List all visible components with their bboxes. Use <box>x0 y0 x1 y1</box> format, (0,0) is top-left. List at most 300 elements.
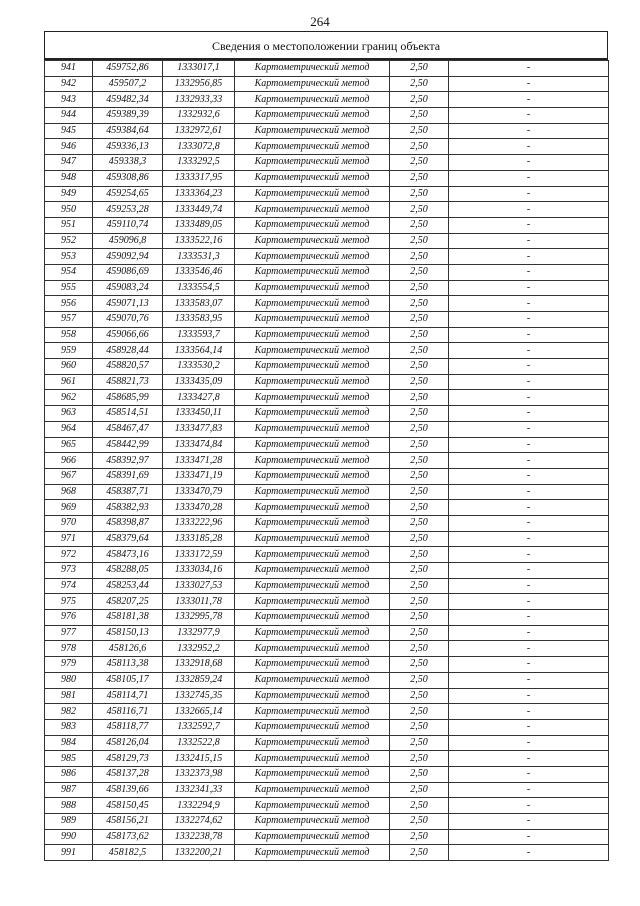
point-number-cell: 971 <box>45 531 93 547</box>
accuracy-cell: 2,50 <box>390 61 449 77</box>
table-row <box>45 625 609 641</box>
accuracy-cell: 2,50 <box>390 500 449 516</box>
point-number-cell: 985 <box>45 751 93 767</box>
point-number-cell: 984 <box>45 735 93 751</box>
table-row <box>45 782 609 798</box>
accuracy-cell: 2,50 <box>390 343 449 359</box>
x-coordinate-cell: 458685,99 <box>93 390 163 406</box>
point-number-cell: 991 <box>45 845 93 861</box>
x-coordinate-cell: 459096,8 <box>93 233 163 249</box>
table-row <box>45 92 609 108</box>
accuracy-cell: 2,50 <box>390 798 449 814</box>
x-coordinate-cell: 458391,69 <box>93 468 163 484</box>
y-coordinate-cell: 1333011,78 <box>163 594 235 610</box>
y-coordinate-cell: 1333470,79 <box>163 484 235 500</box>
y-coordinate-cell: 1332956,85 <box>163 76 235 92</box>
x-coordinate-cell: 459384,64 <box>93 123 163 139</box>
point-number-cell: 954 <box>45 264 93 280</box>
description-cell: - <box>449 719 609 735</box>
accuracy-cell: 2,50 <box>390 217 449 233</box>
method-cell: Картометрический метод <box>235 249 390 265</box>
table-body <box>45 61 609 861</box>
x-coordinate-cell: 459507,2 <box>93 76 163 92</box>
y-coordinate-cell: 1332918,68 <box>163 657 235 673</box>
table-row <box>45 139 609 155</box>
description-cell: - <box>449 657 609 673</box>
table-row <box>45 217 609 233</box>
table-row <box>45 327 609 343</box>
point-number-cell: 975 <box>45 594 93 610</box>
accuracy-cell: 2,50 <box>390 814 449 830</box>
description-cell: - <box>449 468 609 484</box>
y-coordinate-cell: 1333564,14 <box>163 343 235 359</box>
point-number-cell: 980 <box>45 672 93 688</box>
point-number-cell: 948 <box>45 170 93 186</box>
table-row <box>45 453 609 469</box>
y-coordinate-cell: 1333027,53 <box>163 578 235 594</box>
method-cell: Картометрический метод <box>235 594 390 610</box>
y-coordinate-cell: 1333583,07 <box>163 296 235 312</box>
x-coordinate-cell: 458288,05 <box>93 563 163 579</box>
accuracy-cell: 2,50 <box>390 390 449 406</box>
description-cell: - <box>449 343 609 359</box>
point-number-cell: 953 <box>45 249 93 265</box>
x-coordinate-cell: 459752,86 <box>93 61 163 77</box>
method-cell: Картометрический метод <box>235 202 390 218</box>
table-row <box>45 108 609 124</box>
table-row <box>45 249 609 265</box>
point-number-cell: 951 <box>45 217 93 233</box>
description-cell: - <box>449 610 609 626</box>
point-number-cell: 957 <box>45 312 93 328</box>
y-coordinate-cell: 1332522,8 <box>163 735 235 751</box>
description-cell: - <box>449 578 609 594</box>
x-coordinate-cell: 458114,71 <box>93 688 163 704</box>
accuracy-cell: 2,50 <box>390 374 449 390</box>
method-cell: Картометрический метод <box>235 186 390 202</box>
point-number-cell: 945 <box>45 123 93 139</box>
method-cell: Картометрический метод <box>235 108 390 124</box>
y-coordinate-cell: 1333522,16 <box>163 233 235 249</box>
accuracy-cell: 2,50 <box>390 594 449 610</box>
table-row <box>45 421 609 437</box>
page-number: 264 <box>310 14 330 29</box>
description-cell: - <box>449 829 609 845</box>
y-coordinate-cell: 1333554,5 <box>163 280 235 296</box>
point-number-cell: 955 <box>45 280 93 296</box>
x-coordinate-cell: 458473,16 <box>93 547 163 563</box>
point-number-cell: 959 <box>45 343 93 359</box>
method-cell: Картометрический метод <box>235 500 390 516</box>
method-cell: Картометрический метод <box>235 766 390 782</box>
method-cell: Картометрический метод <box>235 798 390 814</box>
y-coordinate-cell: 1332932,6 <box>163 108 235 124</box>
point-number-cell: 958 <box>45 327 93 343</box>
description-cell: - <box>449 453 609 469</box>
x-coordinate-cell: 459083,24 <box>93 280 163 296</box>
table-row <box>45 515 609 531</box>
accuracy-cell: 2,50 <box>390 751 449 767</box>
point-number-cell: 963 <box>45 406 93 422</box>
accuracy-cell: 2,50 <box>390 563 449 579</box>
y-coordinate-cell: 1333072,8 <box>163 139 235 155</box>
accuracy-cell: 2,50 <box>390 453 449 469</box>
point-number-cell: 982 <box>45 704 93 720</box>
description-cell: - <box>449 484 609 500</box>
point-number-cell: 944 <box>45 108 93 124</box>
point-number-cell: 952 <box>45 233 93 249</box>
y-coordinate-cell: 1332341,33 <box>163 782 235 798</box>
accuracy-cell: 2,50 <box>390 735 449 751</box>
accuracy-cell: 2,50 <box>390 123 449 139</box>
point-number-cell: 989 <box>45 814 93 830</box>
y-coordinate-cell: 1332294,9 <box>163 798 235 814</box>
x-coordinate-cell: 458118,77 <box>93 719 163 735</box>
y-coordinate-cell: 1332415,15 <box>163 751 235 767</box>
table-row <box>45 280 609 296</box>
point-number-cell: 961 <box>45 374 93 390</box>
accuracy-cell: 2,50 <box>390 845 449 861</box>
description-cell: - <box>449 766 609 782</box>
y-coordinate-cell: 1333477,83 <box>163 421 235 437</box>
method-cell: Картометрический метод <box>235 312 390 328</box>
table-row <box>45 688 609 704</box>
x-coordinate-cell: 458467,47 <box>93 421 163 437</box>
y-coordinate-cell: 1333364,23 <box>163 186 235 202</box>
point-number-cell: 960 <box>45 359 93 375</box>
accuracy-cell: 2,50 <box>390 406 449 422</box>
table-row <box>45 531 609 547</box>
method-cell: Картометрический метод <box>235 484 390 500</box>
accuracy-cell: 2,50 <box>390 264 449 280</box>
y-coordinate-cell: 1332665,14 <box>163 704 235 720</box>
accuracy-cell: 2,50 <box>390 704 449 720</box>
x-coordinate-cell: 458156,21 <box>93 814 163 830</box>
table-row <box>45 704 609 720</box>
table-row <box>45 264 609 280</box>
x-coordinate-cell: 459070,76 <box>93 312 163 328</box>
y-coordinate-cell: 1333489,05 <box>163 217 235 233</box>
method-cell: Картометрический метод <box>235 327 390 343</box>
point-number-cell: 970 <box>45 515 93 531</box>
y-coordinate-cell: 1333471,19 <box>163 468 235 484</box>
y-coordinate-cell: 1333471,28 <box>163 453 235 469</box>
method-cell: Картометрический метод <box>235 515 390 531</box>
accuracy-cell: 2,50 <box>390 92 449 108</box>
y-coordinate-cell: 1332274,62 <box>163 814 235 830</box>
y-coordinate-cell: 1333531,3 <box>163 249 235 265</box>
method-cell: Картометрический метод <box>235 453 390 469</box>
y-coordinate-cell: 1333449,74 <box>163 202 235 218</box>
x-coordinate-cell: 458207,25 <box>93 594 163 610</box>
x-coordinate-cell: 458398,87 <box>93 515 163 531</box>
table-row <box>45 359 609 375</box>
table-row <box>45 719 609 735</box>
boundary-document <box>44 31 608 861</box>
point-number-cell: 986 <box>45 766 93 782</box>
description-cell: - <box>449 390 609 406</box>
x-coordinate-cell: 459092,94 <box>93 249 163 265</box>
description-cell: - <box>449 217 609 233</box>
x-coordinate-cell: 459110,74 <box>93 217 163 233</box>
method-cell: Картометрический метод <box>235 735 390 751</box>
accuracy-cell: 2,50 <box>390 280 449 296</box>
x-coordinate-cell: 459066,66 <box>93 327 163 343</box>
point-number-cell: 941 <box>45 61 93 77</box>
accuracy-cell: 2,50 <box>390 249 449 265</box>
description-cell: - <box>449 500 609 516</box>
method-cell: Картометрический метод <box>235 296 390 312</box>
x-coordinate-cell: 459308,86 <box>93 170 163 186</box>
accuracy-cell: 2,50 <box>390 170 449 186</box>
accuracy-cell: 2,50 <box>390 782 449 798</box>
description-cell: - <box>449 814 609 830</box>
method-cell: Картометрический метод <box>235 531 390 547</box>
table-row <box>45 437 609 453</box>
method-cell: Картометрический метод <box>235 217 390 233</box>
description-cell: - <box>449 751 609 767</box>
table-row <box>45 766 609 782</box>
y-coordinate-cell: 1333222,96 <box>163 515 235 531</box>
accuracy-cell: 2,50 <box>390 672 449 688</box>
description-cell: - <box>449 327 609 343</box>
table-row <box>45 155 609 171</box>
accuracy-cell: 2,50 <box>390 186 449 202</box>
accuracy-cell: 2,50 <box>390 688 449 704</box>
accuracy-cell: 2,50 <box>390 610 449 626</box>
table-row <box>45 829 609 845</box>
table-row <box>45 468 609 484</box>
x-coordinate-cell: 458105,17 <box>93 672 163 688</box>
table-row <box>45 123 609 139</box>
point-number-cell: 949 <box>45 186 93 202</box>
table-row <box>45 500 609 516</box>
description-cell: - <box>449 264 609 280</box>
table-row <box>45 610 609 626</box>
table-row <box>45 751 609 767</box>
accuracy-cell: 2,50 <box>390 202 449 218</box>
description-cell: - <box>449 202 609 218</box>
x-coordinate-cell: 459389,39 <box>93 108 163 124</box>
method-cell: Картометрический метод <box>235 406 390 422</box>
point-number-cell: 946 <box>45 139 93 155</box>
description-cell: - <box>449 92 609 108</box>
accuracy-cell: 2,50 <box>390 829 449 845</box>
method-cell: Картометрический метод <box>235 280 390 296</box>
accuracy-cell: 2,50 <box>390 437 449 453</box>
y-coordinate-cell: 1333017,1 <box>163 61 235 77</box>
method-cell: Картометрический метод <box>235 123 390 139</box>
table-row <box>45 312 609 328</box>
table-row <box>45 233 609 249</box>
point-number-cell: 962 <box>45 390 93 406</box>
method-cell: Картометрический метод <box>235 170 390 186</box>
method-cell: Картометрический метод <box>235 625 390 641</box>
y-coordinate-cell: 1333530,2 <box>163 359 235 375</box>
x-coordinate-cell: 458173,62 <box>93 829 163 845</box>
table-row <box>45 578 609 594</box>
x-coordinate-cell: 458150,13 <box>93 625 163 641</box>
x-coordinate-cell: 459254,65 <box>93 186 163 202</box>
point-number-cell: 977 <box>45 625 93 641</box>
x-coordinate-cell: 459482,34 <box>93 92 163 108</box>
y-coordinate-cell: 1332933,33 <box>163 92 235 108</box>
point-number-cell: 947 <box>45 155 93 171</box>
y-coordinate-cell: 1332238,78 <box>163 829 235 845</box>
accuracy-cell: 2,50 <box>390 484 449 500</box>
table-row <box>45 170 609 186</box>
x-coordinate-cell: 459338,3 <box>93 155 163 171</box>
method-cell: Картометрический метод <box>235 672 390 688</box>
table-title: Сведения о местоположении границ объекта <box>44 31 608 60</box>
table-row <box>45 374 609 390</box>
table-row <box>45 186 609 202</box>
table-row <box>45 61 609 77</box>
x-coordinate-cell: 459253,28 <box>93 202 163 218</box>
method-cell: Картометрический метод <box>235 233 390 249</box>
description-cell: - <box>449 594 609 610</box>
table-row <box>45 641 609 657</box>
y-coordinate-cell: 1333172,59 <box>163 547 235 563</box>
method-cell: Картометрический метод <box>235 610 390 626</box>
point-number-cell: 983 <box>45 719 93 735</box>
y-coordinate-cell: 1333450,11 <box>163 406 235 422</box>
table-row <box>45 390 609 406</box>
y-coordinate-cell: 1333427,8 <box>163 390 235 406</box>
description-cell: - <box>449 406 609 422</box>
description-cell: - <box>449 186 609 202</box>
table-row <box>45 406 609 422</box>
accuracy-cell: 2,50 <box>390 139 449 155</box>
description-cell: - <box>449 123 609 139</box>
method-cell: Картометрический метод <box>235 264 390 280</box>
accuracy-cell: 2,50 <box>390 641 449 657</box>
method-cell: Картометрический метод <box>235 359 390 375</box>
method-cell: Картометрический метод <box>235 76 390 92</box>
point-number-cell: 969 <box>45 500 93 516</box>
x-coordinate-cell: 458137,28 <box>93 766 163 782</box>
method-cell: Картометрический метод <box>235 155 390 171</box>
table-row <box>45 594 609 610</box>
x-coordinate-cell: 459086,69 <box>93 264 163 280</box>
x-coordinate-cell: 458139,66 <box>93 782 163 798</box>
method-cell: Картометрический метод <box>235 139 390 155</box>
table-row <box>45 547 609 563</box>
method-cell: Картометрический метод <box>235 782 390 798</box>
point-number-cell: 972 <box>45 547 93 563</box>
point-number-cell: 956 <box>45 296 93 312</box>
x-coordinate-cell: 458126,04 <box>93 735 163 751</box>
description-cell: - <box>449 641 609 657</box>
method-cell: Картометрический метод <box>235 437 390 453</box>
table-row <box>45 672 609 688</box>
accuracy-cell: 2,50 <box>390 108 449 124</box>
accuracy-cell: 2,50 <box>390 312 449 328</box>
table-row <box>45 798 609 814</box>
description-cell: - <box>449 249 609 265</box>
x-coordinate-cell: 458514,51 <box>93 406 163 422</box>
accuracy-cell: 2,50 <box>390 421 449 437</box>
table-row <box>45 814 609 830</box>
description-cell: - <box>449 672 609 688</box>
point-number-cell: 979 <box>45 657 93 673</box>
y-coordinate-cell: 1333292,5 <box>163 155 235 171</box>
table-row <box>45 735 609 751</box>
accuracy-cell: 2,50 <box>390 359 449 375</box>
table-row <box>45 563 609 579</box>
y-coordinate-cell: 1332972,61 <box>163 123 235 139</box>
point-number-cell: 990 <box>45 829 93 845</box>
x-coordinate-cell: 458129,73 <box>93 751 163 767</box>
x-coordinate-cell: 458182,5 <box>93 845 163 861</box>
x-coordinate-cell: 458116,71 <box>93 704 163 720</box>
description-cell: - <box>449 625 609 641</box>
y-coordinate-cell: 1333583,95 <box>163 312 235 328</box>
x-coordinate-cell: 458392,97 <box>93 453 163 469</box>
y-coordinate-cell: 1332745,35 <box>163 688 235 704</box>
x-coordinate-cell: 458442,99 <box>93 437 163 453</box>
accuracy-cell: 2,50 <box>390 531 449 547</box>
accuracy-cell: 2,50 <box>390 468 449 484</box>
description-cell: - <box>449 437 609 453</box>
description-cell: - <box>449 296 609 312</box>
y-coordinate-cell: 1332373,98 <box>163 766 235 782</box>
y-coordinate-cell: 1332977,9 <box>163 625 235 641</box>
description-cell: - <box>449 76 609 92</box>
point-number-cell: 942 <box>45 76 93 92</box>
description-cell: - <box>449 547 609 563</box>
point-number-cell: 976 <box>45 610 93 626</box>
description-cell: - <box>449 845 609 861</box>
table-row <box>45 76 609 92</box>
point-number-cell: 978 <box>45 641 93 657</box>
point-number-cell: 943 <box>45 92 93 108</box>
point-number-cell: 981 <box>45 688 93 704</box>
x-coordinate-cell: 458928,44 <box>93 343 163 359</box>
method-cell: Картометрический метод <box>235 719 390 735</box>
method-cell: Картометрический метод <box>235 578 390 594</box>
point-number-cell: 988 <box>45 798 93 814</box>
description-cell: - <box>449 108 609 124</box>
accuracy-cell: 2,50 <box>390 327 449 343</box>
y-coordinate-cell: 1333470,28 <box>163 500 235 516</box>
method-cell: Картометрический метод <box>235 641 390 657</box>
y-coordinate-cell: 1332859,24 <box>163 672 235 688</box>
y-coordinate-cell: 1332592,7 <box>163 719 235 735</box>
method-cell: Картометрический метод <box>235 814 390 830</box>
method-cell: Картометрический метод <box>235 343 390 359</box>
x-coordinate-cell: 458126,6 <box>93 641 163 657</box>
method-cell: Картометрический метод <box>235 547 390 563</box>
description-cell: - <box>449 421 609 437</box>
method-cell: Картометрический метод <box>235 563 390 579</box>
x-coordinate-cell: 459336,13 <box>93 139 163 155</box>
description-cell: - <box>449 735 609 751</box>
accuracy-cell: 2,50 <box>390 657 449 673</box>
table-row <box>45 484 609 500</box>
description-cell: - <box>449 61 609 77</box>
method-cell: Картометрический метод <box>235 845 390 861</box>
point-number-cell: 967 <box>45 468 93 484</box>
accuracy-cell: 2,50 <box>390 296 449 312</box>
y-coordinate-cell: 1333034,16 <box>163 563 235 579</box>
x-coordinate-cell: 458150,45 <box>93 798 163 814</box>
x-coordinate-cell: 458253,44 <box>93 578 163 594</box>
description-cell: - <box>449 782 609 798</box>
table-row <box>45 202 609 218</box>
method-cell: Картометрический метод <box>235 468 390 484</box>
table-row <box>45 343 609 359</box>
